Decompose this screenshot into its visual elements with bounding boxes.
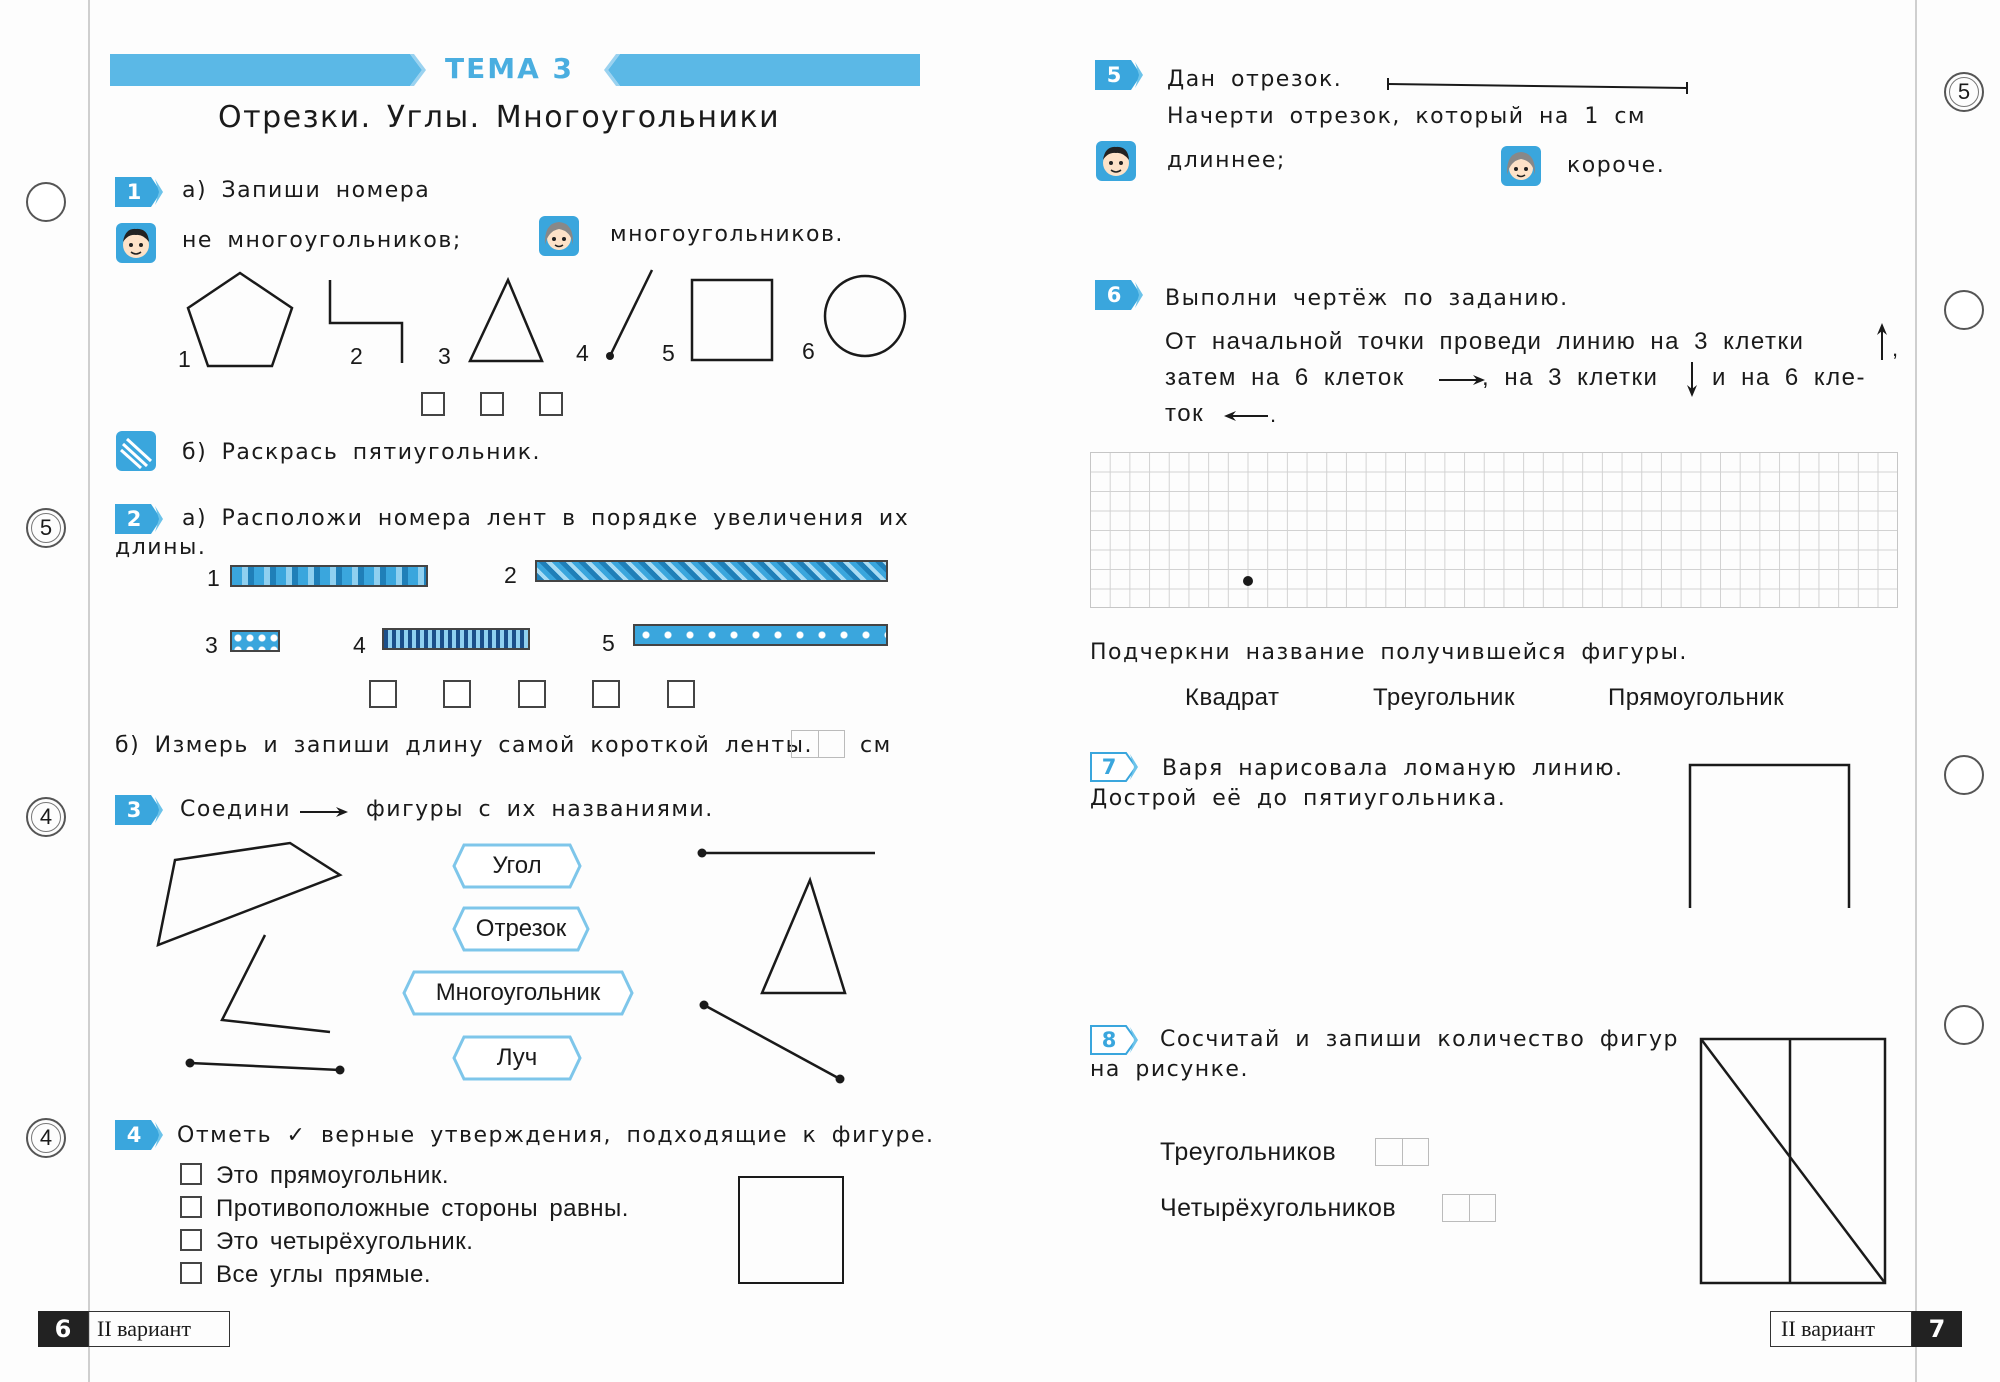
quads-count-input[interactable] — [1442, 1194, 1496, 1222]
polygon-figure — [158, 843, 340, 945]
option-text: Все углы прямые. — [216, 1261, 432, 1288]
count-figures-drawing — [1698, 1036, 1888, 1286]
pentagon-figure — [188, 273, 292, 366]
task7-line1: Варя нарисовала ломаную линию. — [1162, 756, 1624, 781]
tape-label: 4 — [353, 632, 367, 658]
option-text: Противоположные стороны равны. — [216, 1195, 629, 1222]
start-point — [1243, 576, 1253, 586]
name-tag-otrezok[interactable]: Отрезок — [452, 906, 590, 952]
figure-label: 5 — [662, 340, 676, 366]
task-number-badge: 8 — [1090, 1025, 1140, 1055]
task2-a-line2: длины. — [115, 535, 207, 560]
segment-figure — [190, 1063, 340, 1070]
square-figure — [692, 280, 772, 360]
triangles-label: Треугольников — [1160, 1138, 1337, 1166]
task4-text: Отметь ✓ верные утверждения, подходящие к фигуре. — [177, 1123, 935, 1148]
arrow-right-icon — [298, 802, 350, 822]
task-number-badge: 4 — [115, 1120, 165, 1150]
ribbon-3 — [230, 630, 280, 652]
score-mark: 5 — [1944, 72, 1984, 112]
ribbon-1 — [230, 565, 428, 587]
task6-line1: От начальной точки проведи линию на 3 клетки — [1165, 328, 1805, 355]
tema-label: ТЕМА 3 — [445, 52, 574, 85]
figure-label: 1 — [178, 346, 192, 372]
task5-line2: Начерти отрезок, который на 1 см — [1167, 104, 1647, 129]
binder-hole — [1944, 1005, 1984, 1045]
answer-box[interactable] — [592, 680, 620, 708]
task6-line2a: затем на 6 клеток — [1165, 364, 1405, 391]
page-number: 6 — [38, 1311, 88, 1347]
page-number: 7 — [1912, 1311, 1962, 1347]
pencils-icon — [115, 430, 157, 472]
tape-label: 2 — [504, 562, 518, 588]
figure-label: 4 — [576, 340, 590, 366]
task1-a-text: а) Запиши номера — [182, 178, 431, 203]
choice-treugolnik[interactable]: Треугольник — [1373, 684, 1515, 711]
variant-label: II вариант — [1770, 1311, 1912, 1347]
task2-b-text: б) Измерь и запиши длину самой короткой ленты. — [115, 733, 814, 758]
name-tag-mnogougolnik[interactable]: Многоугольник — [402, 970, 634, 1016]
tape-label: 3 — [205, 632, 219, 658]
task5-girl-text: короче. — [1567, 153, 1666, 178]
arrow-left-icon — [1222, 406, 1278, 426]
choice-pryamougolnik[interactable]: Прямоугольник — [1608, 684, 1785, 711]
task7-line2: Дострой её до пятиугольника. — [1090, 786, 1507, 811]
name-tag-luch[interactable]: Луч — [452, 1035, 582, 1081]
score-mark: 4 — [26, 1118, 66, 1158]
task1-boy-text: не многоугольников; — [182, 228, 462, 253]
svg-text:,: , — [1892, 336, 1899, 361]
task-number-badge: 5 — [1095, 60, 1145, 90]
girl-icon — [1500, 145, 1542, 187]
length-input[interactable] — [791, 730, 845, 758]
boy-icon — [115, 222, 157, 264]
unit-label: см — [860, 733, 892, 758]
tape-label: 1 — [207, 565, 221, 591]
tape-label: 5 — [602, 630, 616, 656]
task3-text-before: Соедини — [180, 797, 292, 822]
rectangle-figure — [738, 1176, 844, 1284]
task8-line1: Сосчитай и запиши количество фигур — [1160, 1027, 1679, 1052]
ribbon-5 — [633, 624, 888, 646]
task8-line2: на рисунке. — [1090, 1057, 1249, 1082]
broken-line-figure — [330, 280, 402, 363]
ray-figure — [610, 270, 652, 356]
task1-b-text: б) Раскрась пятиугольник. — [182, 440, 542, 465]
task5-line1: Дан отрезок. — [1167, 67, 1343, 92]
task-number-badge: 7 — [1090, 752, 1140, 782]
score-mark: 5 — [26, 508, 66, 548]
figure-label: 6 — [802, 338, 816, 364]
arrow-right-icon — [1437, 370, 1487, 390]
answer-box[interactable] — [539, 392, 563, 416]
task6-underline-text: Подчеркни название получившейся фигуры. — [1090, 640, 1688, 665]
task3-text-after: фигуры с их названиями. — [366, 797, 714, 822]
ribbon-4 — [382, 628, 530, 650]
answer-box[interactable] — [421, 392, 445, 416]
binder-hole — [1944, 755, 1984, 795]
option-text: Это прямоугольник. — [216, 1162, 450, 1189]
task6-line3: ток — [1165, 400, 1205, 427]
arrow-down-icon — [1682, 360, 1702, 398]
task6-line2c: и на 6 кле- — [1712, 364, 1866, 391]
answer-box[interactable] — [369, 680, 397, 708]
option-checkbox[interactable] — [180, 1262, 202, 1284]
figure-label: 2 — [350, 343, 364, 369]
task5-boy-text: длиннее; — [1167, 148, 1286, 173]
binder-hole — [1944, 290, 1984, 330]
binder-hole — [26, 182, 66, 222]
triangle-figure — [470, 280, 542, 361]
boy-icon — [1095, 140, 1137, 182]
variant-label: II вариант — [88, 1311, 230, 1347]
task2-a-line1: а) Расположи номера лент в порядке увеличения их — [182, 506, 910, 531]
triangles-count-input[interactable] — [1375, 1138, 1429, 1166]
arrow-up-icon — [1872, 322, 1902, 364]
broken-line-figure — [1685, 760, 1855, 910]
task-number-badge: 1 — [115, 177, 165, 207]
option-checkbox[interactable] — [180, 1163, 202, 1185]
ribbon-2 — [535, 560, 888, 582]
angle-figure — [222, 935, 330, 1032]
task1-girl-text: многоугольников. — [610, 222, 844, 247]
page-title: Отрезки. Углы. Многоугольники — [218, 100, 781, 135]
option-checkbox[interactable] — [180, 1229, 202, 1251]
quads-label: Четырёхугольников — [1160, 1194, 1397, 1222]
segment-figure — [704, 1005, 840, 1079]
left-page-edge — [88, 0, 90, 1382]
task6-line2b: , на 3 клетки — [1482, 364, 1659, 391]
score-mark: 4 — [26, 797, 66, 837]
answer-box[interactable] — [667, 680, 695, 708]
task-number-badge: 3 — [115, 795, 165, 825]
answer-box[interactable] — [443, 680, 471, 708]
svg-text:.: . — [1270, 406, 1277, 426]
task-number-badge: 6 — [1095, 280, 1145, 310]
given-segment — [1385, 78, 1690, 98]
drawing-grid[interactable] — [1090, 452, 1898, 608]
circle-figure — [825, 276, 905, 356]
task-number-badge: 2 — [115, 504, 165, 534]
task6-title: Выполни чертёж по заданию. — [1165, 286, 1569, 311]
answer-box[interactable] — [518, 680, 546, 708]
triangle-figure — [762, 880, 845, 993]
choice-kvadrat[interactable]: Квадрат — [1185, 684, 1280, 711]
option-checkbox[interactable] — [180, 1196, 202, 1218]
option-text: Это четырёхугольник. — [216, 1228, 474, 1255]
figure-label: 3 — [438, 343, 452, 369]
name-tag-ugol[interactable]: Угол — [452, 843, 582, 889]
answer-box[interactable] — [480, 392, 504, 416]
right-page-edge — [1915, 0, 1917, 1382]
girl-icon — [538, 215, 580, 257]
